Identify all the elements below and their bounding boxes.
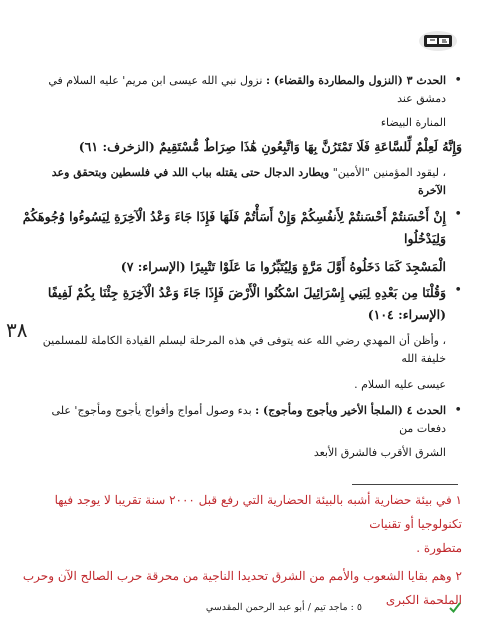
verse-zukhruf-61: وَإِنَّهُ لَعِلْمٌ لِّلسَّاعَةِ فَلَا تَمْتَرُنَّ بِهَا وَاتَّبِعُونِ هَٰذَا صِرَاطٌ مُّسْتَقِيمٌ (الزخرف: ٦١) [78,139,462,154]
verse-isra-7-line-2: الْمَسْجِدَ كَمَا دَخَلُوهُ أَوَّلَ مَرَّةٍ وَلِيُتَبِّرُوا مَا عَلَوْا تَتْبِيرًا (الإسراء: ٧) [120,259,446,274]
verse-isra-104-block [22,282,462,326]
header-logo-image [418,30,458,52]
event-3-title: الحدث ٣ (النزول والمطاردة والقضاء) : [265,74,446,87]
footnote-1-line-1: ١ في بيئة حضارية أشبه بالبيئة الحضارية التي رفع قبل ٢٠٠٠ سنة تقريبا لا يوجد فيها تكنولوجيا أو تقنيات [54,493,462,531]
event-3-note [22,164,462,200]
page-footer [22,600,462,616]
footnote-1-line-2: متطورة . [416,541,462,555]
event-3-text-line-2: المنارة البيضاء [380,116,446,129]
main-content [22,72,462,462]
footnote-divider [352,484,458,485]
footnote-2: ٢ وهم بقايا الشعوب والأمم من الشرق تحديدا الناجية من محرقة حرب الصالح الآن وحرب الملحمة الكبرى [22,569,462,607]
event-3-follow-line-1: ، وأظن أن المهدي رضي الله عنه يتوفى في هذه المرحلة ليسلم القيادة الكاملة للمسلمين خليفة الله [42,334,446,365]
event-4-heading [22,402,462,438]
checkmark-icon [448,600,462,614]
event-3-text-line-1: نزول نبي الله عيسى ابن مريم' عليه السلام في دمشق عند [48,74,446,105]
verse-isra-7-line-1: • إِنْ أَحْسَنتُمْ أَحْسَنتُمْ لِأَنفُسِكُمْ وَإِنْ أَسَأْتُمْ فَلَهَا فَإِذَا جَاءَ وَعْدُ الْآخِرَةِ لِيَسُوءُوا وُجُوهَكُمْ وَلِيَدْخُلُوا [22,209,446,246]
page-number: ٣٨ [6,318,28,342]
footer-author: ٥ : ماجد تيم / أبو عبد الرحمن المقدسي [205,602,362,613]
event-3-note-bold: ويطارد الدجال حتى يقتله بباب اللد في فلسطين وبتحقق وعد الآخرة [51,166,446,197]
event-4-title: الحدث ٤ (الملجأ الأخير ويأجوج ومأجوج) : [255,404,446,417]
verse-isra-7-block [22,206,462,278]
footnotes [22,488,462,612]
event-3-follow-line-2: عيسى عليه السلام . [354,378,446,391]
event-3-heading [22,72,462,108]
verse-isra-104: • وَقُلْنَا مِن بَعْدِهِ لِبَنِي إِسْرَائِيلَ اسْكُنُوا الْأَرْضَ فَإِذَا جَاءَ وَعْدُ الْآخِرَةِ جِئْنَا بِكُمْ لَفِيفًا (الإسراء: ١٠٤) [47,285,446,322]
event-4-text-line-2: الشرق الأقرب فالشرق الأبعد [313,446,446,459]
event-3-note-prefix: ، ليقود المؤمنين "الأمين" [332,166,446,179]
event-4-text-line-1: بدء وصول أمواج وأفواج يأجوج ومأجوج' على دفعات من [51,404,446,435]
